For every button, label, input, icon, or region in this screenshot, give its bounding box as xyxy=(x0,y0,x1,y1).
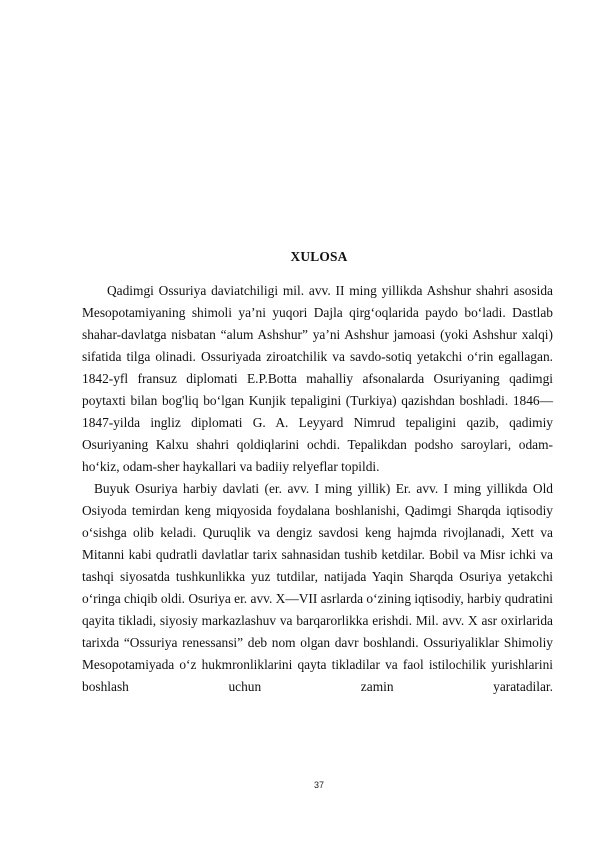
section-title: XULOSA xyxy=(290,249,348,264)
paragraph-intro: Qadimgi Ossuriya daviatchiligi mil. avv. II ming yillikda Ashshur shahri asosida Mesopotamiyaning shimoli ya’ni yuqori Dajla qirg‘oqlarida paydo bo‘ladi. Dastlab shahar-davlatga nisbatan “alum Ashshur” ya’ni Ashshur jamoasi (yoki Ashshur xalqi) sifatida tilga olinadi. Ossuriyada ziroatchilik va savdo-sotiq yetakchi o‘rin egallagan. 1842-yfl fransuz diplomati E.P.Botta mahalliy afsonalarda Osuriyaning qadimgi poytaxti bilan bog'liq bo‘lgan Kunjik tepaligini (Turkiya) qazishdan boshladi. 1846—1847-yilda ingliz diplomati G. A. Leyyard Nimrud tepaligini qazib, qadimiy Osuriyaning Kalxu shahri qoldiqlarini ochdi. Tepalikdan podsho saroylari, odam-ho‘kiz, odam-sher haykallari va badiiy relyeflar topildi. xyxy=(82,283,553,474)
paragraph-military-state: Buyuk Osuriya harbiy davlati (er. avv. I ming yillik) Er. avv. I ming yillikda Old Osiyoda temirdan keng miqyosida foydalana boshlanishi, Qadimgi Sharqda iqtisodiy o‘sishga olib keladi. Quruqlik va dengiz savdosi keng hajmda rivojlanadi, Xett va Mitanni kabi qudratli davlatlar tarix sahnasidan tushib ketdilar. Bobil va Misr ichki va tashqi siyosatda tushkunlikka yuz tutdilar, natijada Yaqin Sharqda Osuriya yetakchi o‘ringa chiqib oldi. Osuriya er. avv. X—VII asrlarda o‘zining iqtisodiy, harbiy qudratini qayita tikladi, siyosiy markazlashuv va barqarorlikka erishdi. Mil. avv. X asr oxirlarida tarixda “Ossuriya renessansi” deb nom olgan davr boshlandi. Ossuriyaliklar Shimoliy Mesopotamiyada o‘z hukmronliklarini qayta tikladilar va faol istilochilik yurishlarini boshlash uchun zamin yaratadilar. xyxy=(82,481,553,694)
body-text xyxy=(82,280,553,698)
page-number: 37 xyxy=(313,780,324,790)
